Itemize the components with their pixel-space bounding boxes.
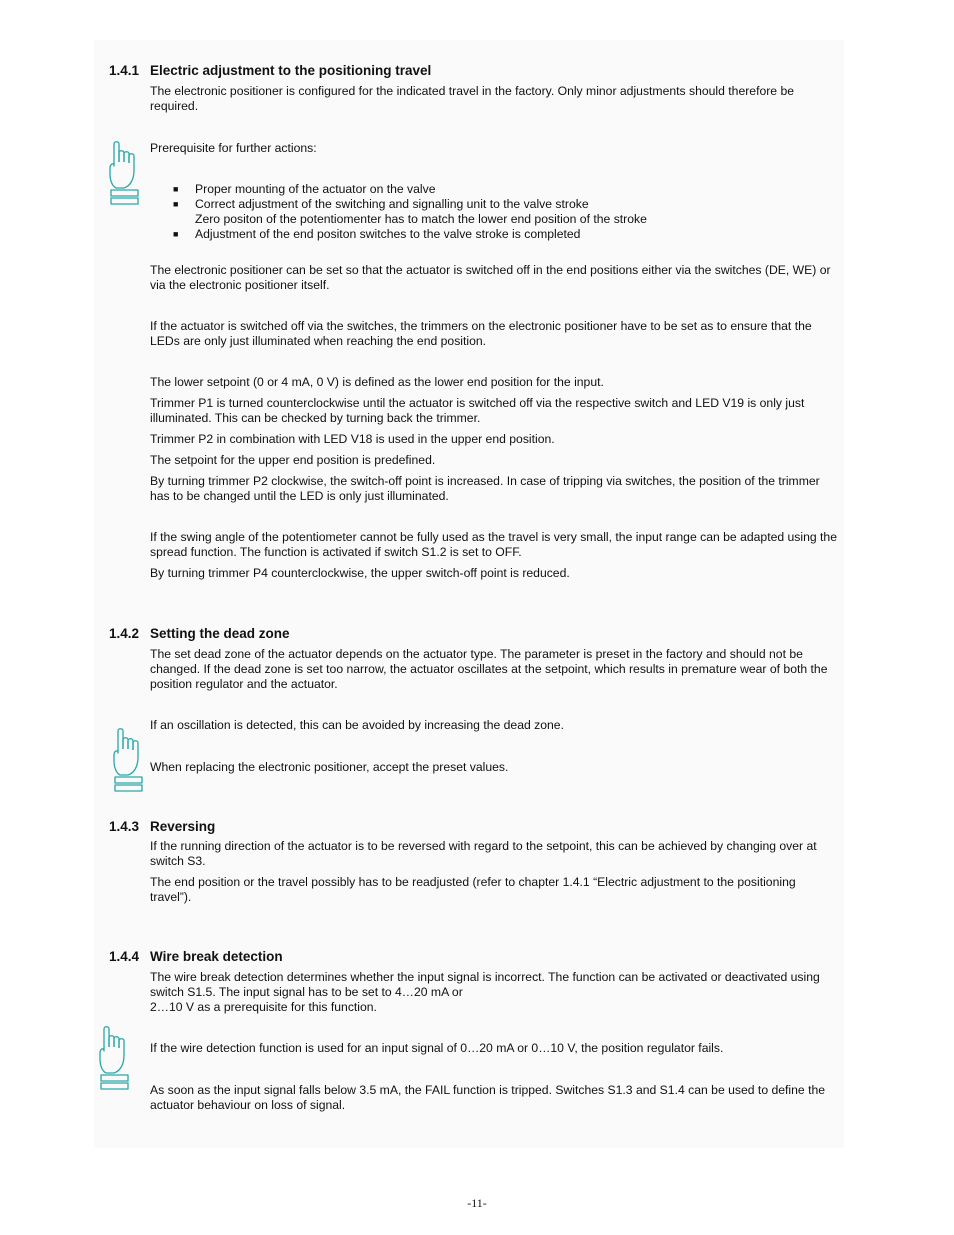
section-number: 1.4.3 <box>109 819 140 834</box>
paragraph: If the swing angle of the potentiometer cannot be fully used as the travel is very small, the input range can be adapted using the spread function. The function is activated if switch S1.2 is set to OFF. <box>150 530 837 559</box>
section-heading-1-4-1 <box>109 63 431 78</box>
section-heading-1-4-4 <box>109 949 283 964</box>
paragraph: The set dead zone of the actuator depends on the actuator type. The parameter is preset in the factory and should not be changed. If the dead zone is set too narrow, the actuator oscillates at the setpoint, which results in premature wear of both the position regulator and the actuator. <box>150 647 828 691</box>
section-title: Wire break detection <box>150 949 283 964</box>
note-heading: Prerequisite for further actions: <box>150 141 317 155</box>
bullet-icon: ■ <box>173 184 179 194</box>
paragraph: Trimmer P1 is turned counterclockwise until the actuator is switched off via the respective switch and LED V19 is only just illuminated. This can be checked by turning back the trimmer. <box>150 396 805 425</box>
paragraph: By turning trimmer P4 counterclockwise, the upper switch-off point is reduced. <box>150 566 570 580</box>
section-number: 1.4.2 <box>109 626 140 641</box>
bullet-icon: ■ <box>173 229 179 239</box>
bullet-icon: ■ <box>173 199 179 209</box>
list-item: ■ Proper mounting of the actuator on the valve <box>173 182 436 196</box>
pointing-hand-icon <box>110 727 146 795</box>
list-item: ■ Correct adjustment of the switching and signalling unit to the valve stroke <box>173 197 589 211</box>
list-item-continuation: Zero positon of the potentiomenter has to match the lower end position of the stroke <box>195 212 647 226</box>
note-text: If an oscillation is detected, this can be avoided by increasing the dead zone. <box>150 718 564 732</box>
paragraph: The electronic positioner is configured for the indicated travel in the factory. Only minor adjustments should therefore be required. <box>150 84 795 113</box>
paragraph: The lower setpoint (0 or 4 mA, 0 V) is defined as the lower end position for the input. <box>150 375 604 389</box>
paragraph: Trimmer P2 in combination with LED V18 is used in the upper end position. <box>150 432 555 446</box>
section-number: 1.4.1 <box>109 63 140 78</box>
note-text: If the wire detection function is used for an input signal of 0…20 mA or 0…10 V, the position regulator fails. <box>150 1041 724 1055</box>
paragraph: By turning trimmer P2 clockwise, the switch-off point is increased. In case of tripping via switches, the position of the trimmer has to be changed until the LED is only just illuminated. <box>150 474 820 503</box>
paragraph: The setpoint for the upper end position is predefined. <box>150 453 436 467</box>
paragraph: The wire break detection determines whether the input signal is incorrect. The function can be activated or deactivated using switch S1.5. The input signal has to be set to 4…20 mA or <box>150 970 820 999</box>
note-text: As soon as the input signal falls below 3.5 mA, the FAIL function is tripped. Switches S1.3 and S1.4 can be used to define the actuator behaviour on loss of signal. <box>150 1083 826 1112</box>
pointing-hand-icon <box>96 1025 132 1093</box>
section-number: 1.4.4 <box>109 949 140 964</box>
pointing-hand-icon <box>106 140 142 208</box>
section-heading-1-4-2 <box>109 626 290 641</box>
paragraph: If the running direction of the actuator is to be reversed with regard to the setpoint, this can be achieved by changing over at switch S3. <box>150 839 817 868</box>
paragraph: 2…10 V as a prerequisite for this function. <box>150 1000 377 1014</box>
paragraph: The end position or the travel possibly has to be readjusted (refer to chapter 1.4.1 “Electric adjustment to the positioning travel”). <box>150 875 796 904</box>
note-text: When replacing the electronic positioner, accept the preset values. <box>150 760 509 774</box>
section-heading-1-4-3 <box>109 819 215 834</box>
list-item: ■ Adjustment of the end positon switches to the valve stroke is completed <box>173 227 581 241</box>
section-title: Electric adjustment to the positioning travel <box>150 63 432 78</box>
paragraph: The electronic positioner can be set so that the actuator is switched off in the end positions either via the switches (DE, WE) or via the electronic positioner itself. <box>150 263 831 292</box>
page-number: -11- <box>467 1196 487 1210</box>
section-title: Reversing <box>150 819 216 834</box>
paragraph: If the actuator is switched off via the switches, the trimmers on the electronic positioner have to be set as to ensure that the LEDs are only just illuminated when reaching the end position. <box>150 319 812 348</box>
section-title: Setting the dead zone <box>150 626 290 641</box>
